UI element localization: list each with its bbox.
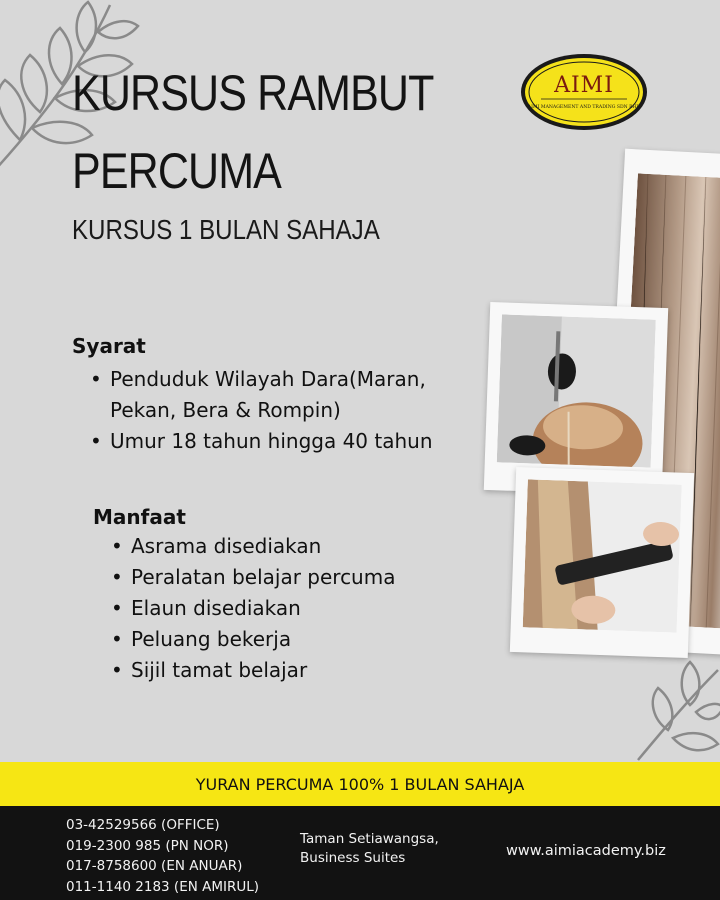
hair-dye-photo [497, 314, 656, 467]
phone-number: 017-8758600 (EN ANUAR) [66, 858, 243, 874]
syarat-list [88, 364, 478, 457]
leaf-branch-icon [628, 650, 720, 762]
list-item: • Umur 18 tahun hingga 40 tahun [88, 426, 478, 457]
address-line-1: Taman Setiawangsa, [300, 831, 439, 847]
list-item: • Asrama disediakan [109, 531, 469, 562]
hair-straightener-photo [523, 479, 682, 632]
phone-number: 03-42529566 (OFFICE) [66, 817, 220, 833]
list-item: • Peluang bekerja [109, 624, 469, 655]
phone-number: 019-2300 985 (PN NOR) [66, 837, 229, 854]
footer [0, 806, 720, 900]
title-line-2: PERCUMA [72, 143, 282, 199]
photo-frame-hair-dye [484, 302, 668, 496]
website-link[interactable]: www.aimiacademy.biz [506, 843, 666, 859]
phone-list [66, 815, 259, 897]
list-item: • Penduduk Wilayah Dara(Maran, Pekan, Bera & Rompin) [88, 364, 478, 426]
manfaat-list [109, 531, 469, 686]
banner-text: YURAN PERCUMA 100% 1 BULAN SAHAJA [195, 774, 525, 794]
subtitle: KURSUS 1 BULAN SAHAJA [72, 214, 380, 245]
address [300, 830, 439, 868]
list-item: • Peralatan belajar percuma [109, 562, 469, 593]
title-line-1: KURSUS RAMBUT [72, 65, 434, 121]
list-item: • Elaun disediakan [109, 593, 469, 624]
photo-frame-hair-straightener [510, 467, 694, 658]
aimi-logo [519, 52, 649, 132]
phone-number: 011-1140 2183 (EN AMIRUL) [66, 878, 260, 895]
logo-text: AIMI [554, 73, 614, 98]
list-item: • Sijil tamat belajar [109, 655, 469, 686]
syarat-title: Syarat [72, 334, 146, 358]
manfaat-title: Manfaat [93, 505, 186, 529]
fee-banner [0, 762, 720, 806]
address-line-2: Business Suites [300, 850, 406, 866]
logo-subtext: AIMI MANAGEMENT AND TRADING SDN BHD [527, 105, 641, 110]
